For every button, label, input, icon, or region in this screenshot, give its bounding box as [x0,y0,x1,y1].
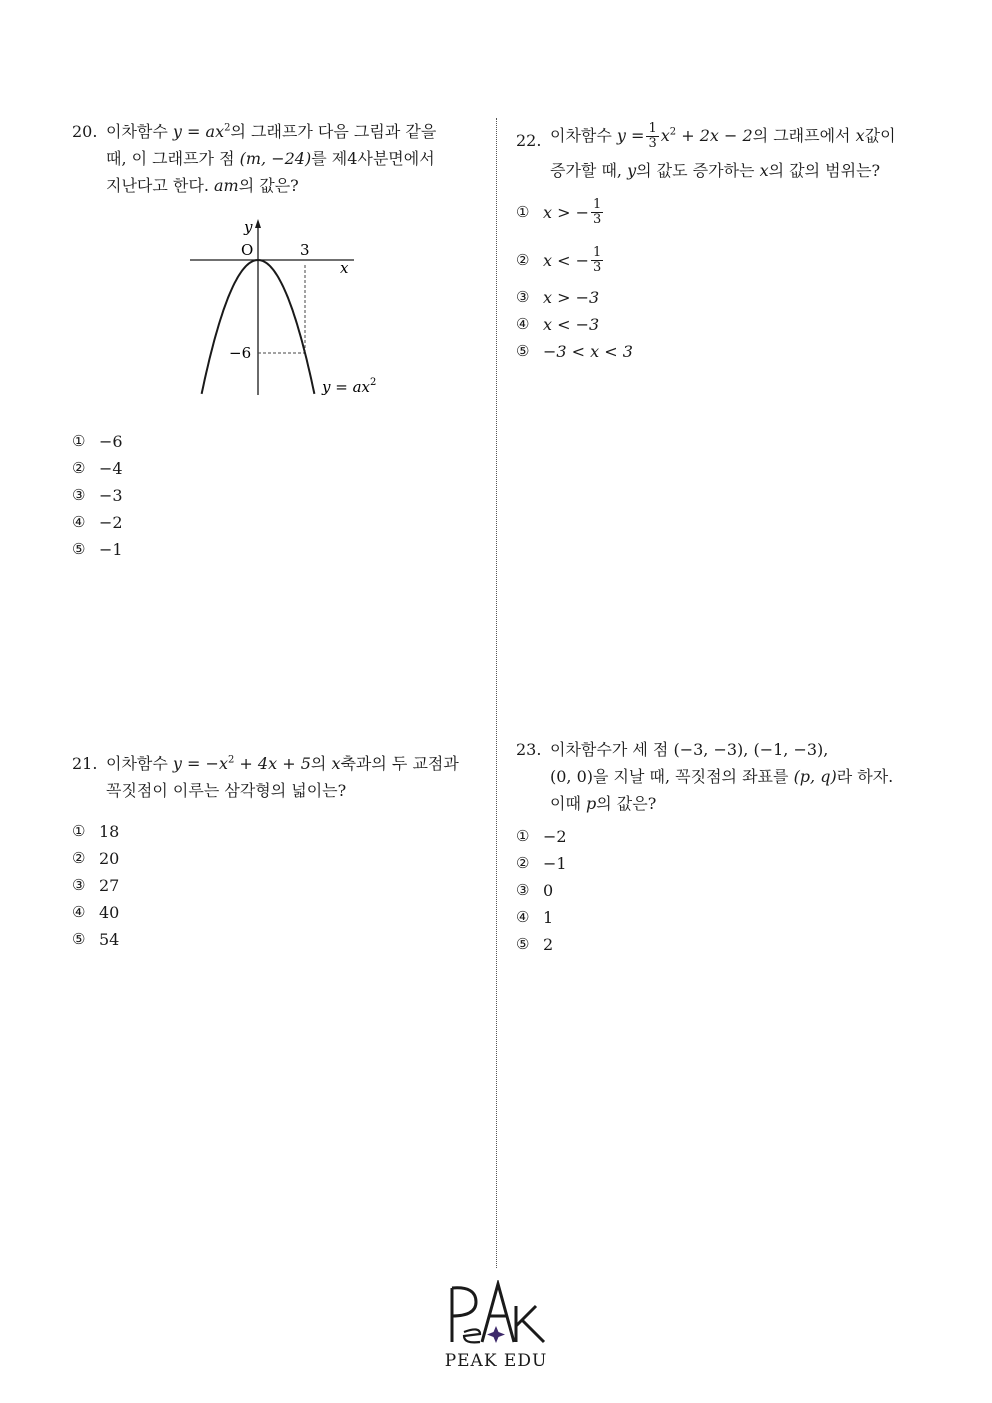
choice-2[interactable]: ② x < − $\frac{1}{3}$ [516,244,602,275]
choice-2[interactable]: ② −4 [72,455,123,482]
choice-marker: ④ [516,908,530,926]
choice-2[interactable]: ② −1 [516,850,936,877]
question-23 [516,736,936,958]
y-tick-label: −6 [229,344,252,362]
choice-5[interactable]: ⑤ 2 [516,931,936,958]
x-axis-label: x [340,259,349,277]
choice-5[interactable]: ⑤ −3 < x < 3 [516,338,936,365]
question-line: 꼭짓점이 이루는 삼각형의 넓이는? [106,781,347,800]
choice-5[interactable]: ⑤ 54 [72,926,482,953]
y-axis-arrow [255,219,261,228]
choice-marker: ③ [516,288,530,306]
choice-1[interactable]: ① 18 [72,818,482,845]
x-tick-label: 3 [300,241,310,259]
question-line: 증가할 때, y의 값도 증가하는 x의 값의 범위는? [550,161,881,180]
question-22 [516,122,936,365]
choice-marker: ② [72,459,86,477]
choice-3[interactable]: ③ 27 [72,872,482,899]
question-line: 이차함수 $y = -x^2 + 4x + 5$의 x축과의 두 교점과 [106,754,459,773]
question-20 [72,118,472,199]
choice-1[interactable]: ① −6 [72,428,123,455]
choice-2[interactable]: ② 20 [72,845,482,872]
choice-marker: ② [72,849,86,867]
choice-marker: ③ [72,876,86,894]
parabola-graph [72,205,402,405]
choice-1[interactable]: ① −2 [516,823,936,850]
choice-3[interactable]: ③ x > −3 [516,284,936,311]
choice-4[interactable]: ④ x < −3 [516,311,936,338]
logo-text: PEAK EDU [444,1351,548,1371]
choice-marker: ③ [72,486,86,504]
choice-marker: ① [72,432,86,450]
question-line: 때, 이 그래프가 점 (m, −24)를 제4사분면에서 [106,149,435,168]
fraction: $\frac{1}{3}$ [648,121,657,151]
question-number: 23. [516,740,542,759]
question-line: 이차함수 y = $\frac{1}{3}$ $x^2 + 2x - 2$의 그래프에서 x값이 [550,121,896,151]
choice-marker: ③ [516,881,530,899]
question-21 [72,750,482,953]
choice-marker: ⑤ [72,930,86,948]
choice-marker: ② [516,854,530,872]
choice-4[interactable]: ④ 40 [72,899,482,926]
choice-marker: ② [516,250,530,269]
choice-1[interactable]: ① x > − $\frac{1}{3}$ [516,196,602,227]
choice-marker: ⑤ [516,935,530,953]
column-divider [496,118,497,1268]
choices-21 [72,818,482,953]
choice-marker: ④ [516,315,530,333]
star-icon [487,1326,505,1343]
y-axis-label: y [244,218,253,236]
logo-letter-e [464,1329,480,1342]
question-line: 이차함수 $y = ax^2$의 그래프가 다음 그림과 같을 [106,122,437,141]
fraction: $\frac{1}{3}$ [593,196,602,227]
choices-22 [516,188,936,365]
curve-label: $y = ax^2$ [322,377,377,396]
question-line: 이차함수가 세 점 (−3, −3), (−1, −3), [550,740,829,759]
question-line: 지난다고 한다. am의 값은? [106,176,299,195]
choice-3[interactable]: ③ 0 [516,877,936,904]
origin-label: O [241,241,254,259]
choice-5[interactable]: ⑤ −1 [72,536,123,563]
choice-marker: ④ [72,903,86,921]
fraction: $\frac{1}{3}$ [593,244,602,275]
choice-4[interactable]: ④ 1 [516,904,936,931]
choice-marker: ① [516,827,530,845]
question-line: 이때 p의 값은? [550,794,657,813]
choice-4[interactable]: ④ −2 [72,509,123,536]
choice-3[interactable]: ③ −3 [72,482,123,509]
choices-20 [72,428,123,563]
choice-marker: ④ [72,513,86,531]
choice-marker: ⑤ [72,540,86,558]
choice-marker: ① [72,822,86,840]
question-line: (0, 0)을 지날 때, 꼭짓점의 좌표를 (p, q)라 하자. [550,767,894,786]
question-number: 20. [72,122,98,141]
choice-marker: ⑤ [516,342,530,360]
question-number: 21. [72,754,98,773]
choice-marker: ① [516,202,530,221]
question-number: 22. [516,131,542,150]
logo-letter-k [516,1306,544,1342]
choices-23 [516,823,936,958]
